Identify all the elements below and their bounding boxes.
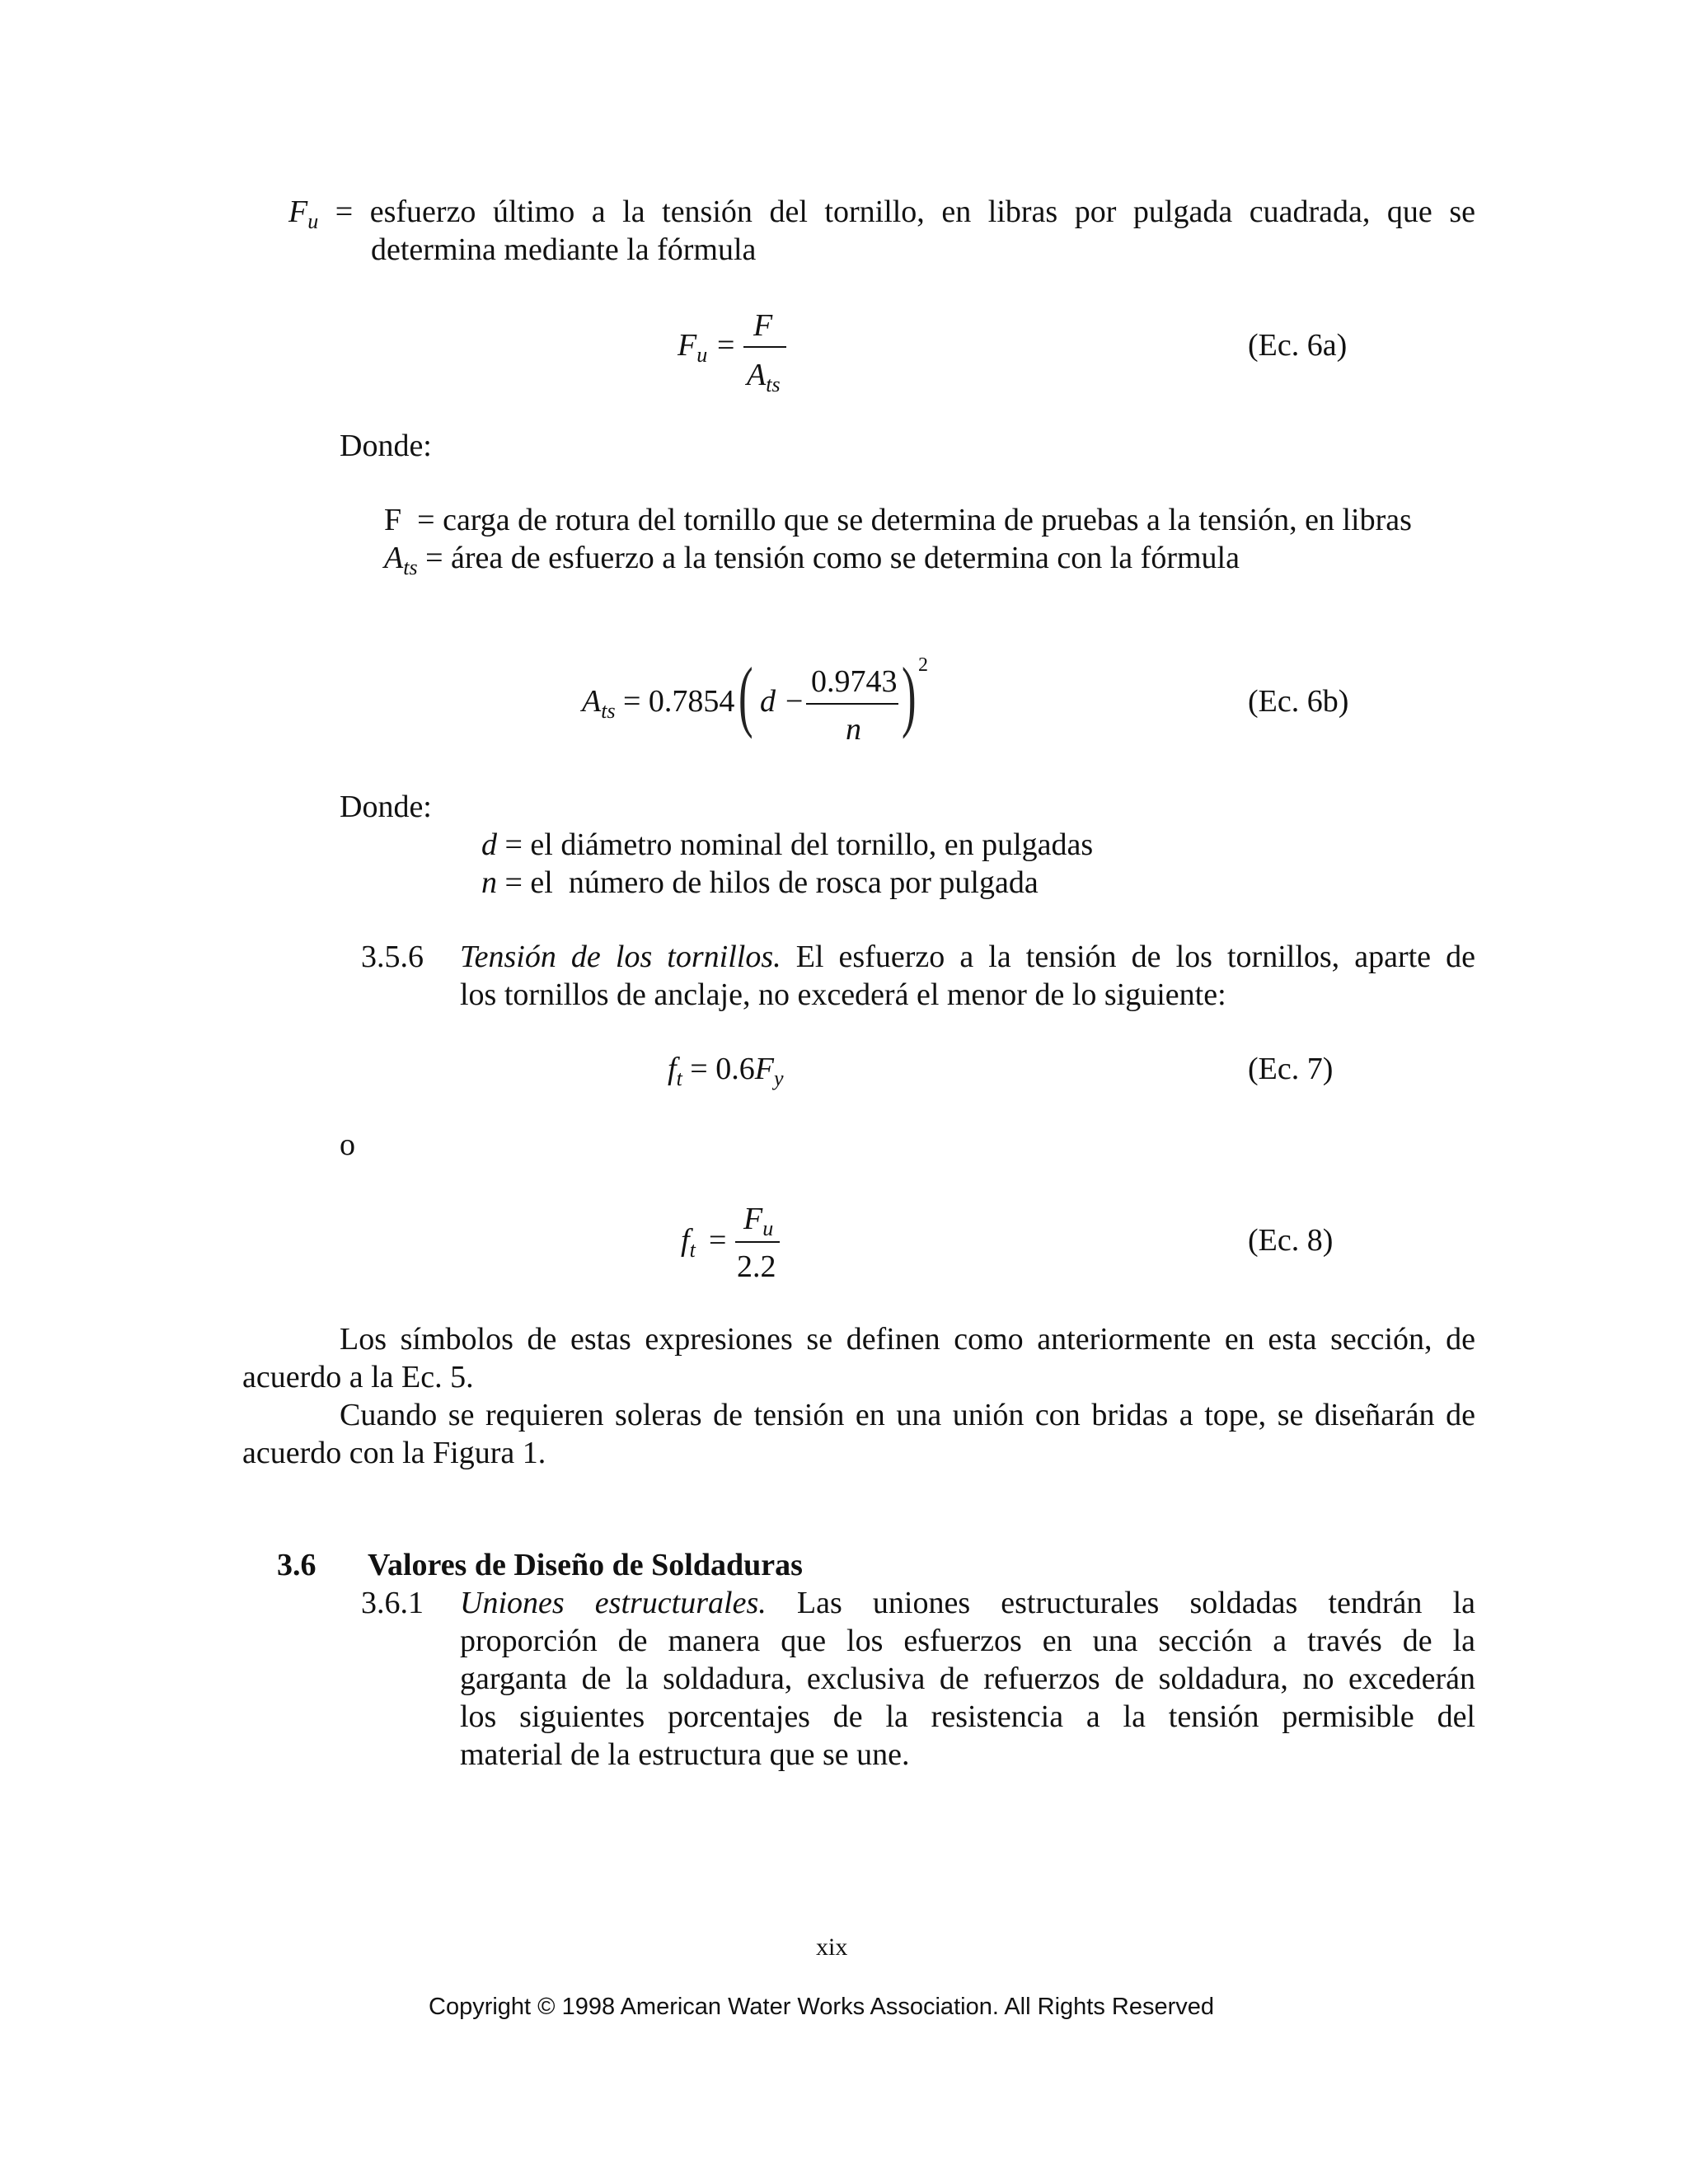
eq6b-exponent: 2 <box>918 654 928 676</box>
eq8-label: (Ec. 8) <box>1248 1223 1334 1258</box>
def-fu-line2: determina mediante la fórmula <box>371 232 757 267</box>
sec-36-number: 3.6 <box>277 1548 316 1582</box>
sec-356-number: 3.5.6 <box>361 940 424 974</box>
eq6b-fraction-bar <box>806 703 898 705</box>
def-ats-line <box>384 539 1240 577</box>
def-n-line <box>481 864 1039 902</box>
eq6b-lhs <box>582 682 616 723</box>
sec-356-title: Tensión de los tornillos. <box>460 940 781 974</box>
sec-356-line1 <box>460 938 1475 976</box>
para2-line1 <box>340 1396 1475 1434</box>
eq6a-lhs <box>678 326 708 367</box>
eq7-lhs: f <box>668 1052 677 1086</box>
page-number: xix <box>816 1933 848 1961</box>
eq6b-rhs-prefix: = 0.7854 <box>623 684 735 719</box>
def-ats-symbol: A <box>384 541 404 575</box>
sec-361-text-1: Las uniones estructurales soldadas tendrán la <box>796 1586 1475 1620</box>
eq6b-left-paren: ( <box>738 651 753 739</box>
eq8-equals: = <box>709 1223 727 1258</box>
sec-356-text-1: El esfuerzo a la tensión de los tornillos, aparte de <box>795 940 1475 974</box>
eq7-label: (Ec. 7) <box>1248 1052 1334 1086</box>
eq6a-lhs-sub: u <box>696 343 708 367</box>
sec-361-line1 <box>460 1584 1475 1622</box>
para2-line1-text: Cuando se requieren soleras de tensión en una unión con bridas a tope, se diseñarán de <box>340 1398 1475 1432</box>
eq7-expression <box>668 1050 784 1088</box>
donde-label-1: Donde: <box>340 429 432 463</box>
eq8-num-symbol: F <box>743 1202 763 1236</box>
sec-361-line2 <box>460 1622 1475 1660</box>
eq6b-lhs-symbol: A <box>582 684 602 719</box>
para1-line1-text: Los símbolos de estas expresiones se definen como anteriormente en esta sección, de <box>340 1322 1475 1357</box>
def-d-text: = el diámetro nominal del tornillo, en pulgadas <box>504 827 1094 862</box>
def-n-symbol: n <box>481 865 497 900</box>
sec-361-line4 <box>460 1698 1475 1736</box>
eq8-fraction-bar <box>735 1241 780 1243</box>
def-f-text: = carga de rotura del tornillo que se determina de pruebas a la tensión, en libras <box>417 503 1412 537</box>
eq6a-fraction-bar <box>743 346 786 348</box>
eq6b-denominator: n <box>846 712 861 747</box>
eq7-rhs-sub: y <box>773 1066 784 1090</box>
para2-line2: acuerdo con la Figura 1. <box>242 1436 546 1470</box>
sec-361-line3-text: garganta de la soldadura, exclusiva de refuerzos de soldadura, no excederán <box>460 1661 1475 1696</box>
eq6a-equals: = <box>717 328 735 363</box>
eq7-lhs-sub: t <box>676 1066 682 1090</box>
sec-361-number: 3.6.1 <box>361 1586 424 1620</box>
sec-361-title: Uniones estructurales. <box>460 1586 767 1620</box>
or-word: o <box>340 1127 355 1162</box>
eq8-num-sub: u <box>762 1216 774 1240</box>
eq6a-denominator <box>747 356 781 394</box>
eq8-lhs-sub: t <box>689 1238 696 1262</box>
eq6b-right-paren: ) <box>902 651 917 739</box>
eq6b-d-minus: d − <box>760 684 805 719</box>
eq6b-lhs-sub: ts <box>601 699 616 723</box>
eq7-rhs: = 0.6 <box>690 1052 755 1086</box>
def-fu-line1 <box>288 193 1475 231</box>
eq6b-numerator: 0.9743 <box>811 664 898 699</box>
eq7-rhs-symbol: F <box>754 1052 774 1086</box>
eq8-lhs-symbol: f <box>681 1223 690 1258</box>
sec-361-line2-text: proporción de manera que los esfuerzos en una sección a través de la <box>460 1624 1475 1658</box>
eq8-numerator <box>743 1200 773 1238</box>
para1-line1 <box>340 1320 1475 1358</box>
def-fu-symbol-sub: u <box>307 209 319 233</box>
eq6b-label: (Ec. 6b) <box>1248 684 1349 719</box>
def-ats-text: = área de esfuerzo a la tensión como se determina con la fórmula <box>425 541 1240 575</box>
eq8-denominator: 2.2 <box>737 1249 776 1284</box>
sec-361-line4-text: los siguientes porcentajes de la resistencia a la tensión permisible del <box>460 1699 1475 1734</box>
sec-356-line2: los tornillos de anclaje, no excederá el menor de lo siguiente: <box>460 977 1226 1012</box>
def-d-symbol: d <box>481 827 497 862</box>
def-f-line <box>384 501 1412 539</box>
sec-361-line3 <box>460 1660 1475 1698</box>
sec-36-title: Valores de Diseño de Soldaduras <box>368 1548 803 1582</box>
eq6a-lhs-symbol: F <box>678 328 697 363</box>
def-fu-symbol: F <box>288 194 308 229</box>
para1-line2: acuerdo a la Ec. 5. <box>242 1360 474 1394</box>
def-fu-text-1: = esfuerzo último a la tensión del tornillo, en libras por pulgada cuadrada, que se <box>335 194 1475 229</box>
def-f-symbol: F <box>384 503 402 537</box>
eq6a-den-sub: ts <box>766 373 781 396</box>
sec-361-line5: material de la estructura que se une. <box>460 1737 910 1772</box>
eq6a-label: (Ec. 6a) <box>1248 328 1348 363</box>
def-n-text: = el número de hilos de rosca por pulgada <box>504 865 1039 900</box>
def-ats-sub: ts <box>403 555 418 579</box>
eq6a-den-symbol: A <box>747 358 767 392</box>
eq8-lhs <box>681 1221 696 1262</box>
copyright-notice: Copyright © 1998 American Water Works Association. All Rights Reserved <box>429 1994 1214 2020</box>
eq6a-numerator: F <box>753 308 773 343</box>
def-d-line <box>481 826 1093 864</box>
donde-label-2: Donde: <box>340 790 432 824</box>
